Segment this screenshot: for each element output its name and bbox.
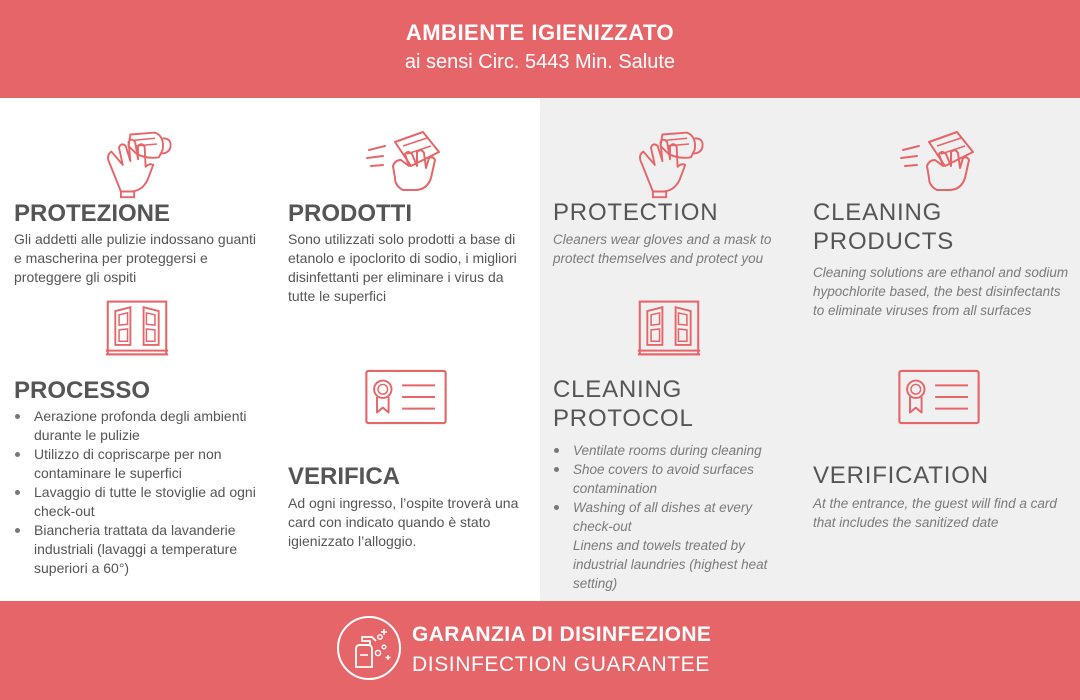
- footer-banner: [0, 601, 1080, 700]
- gloves-mask-icon: [632, 124, 708, 202]
- processo-title: PROCESSO: [14, 377, 151, 404]
- footer-title: GARANZIA DI DISINFEZIONE: [412, 623, 712, 646]
- list-item: [553, 460, 803, 498]
- cleaning-protocol-list: [553, 441, 803, 593]
- protection-line: Cleaners wear gloves and a mask to: [553, 232, 772, 247]
- title-line: PROTOCOL: [553, 405, 694, 432]
- list-item-line: contamination: [573, 481, 658, 496]
- list-item-line: Aerazione profonda degli ambienti: [34, 408, 247, 424]
- cleaning-protocol-title: [553, 375, 694, 433]
- protection-text: [553, 230, 771, 268]
- protezione-line: e mascherina per proteggersi e: [14, 250, 208, 266]
- list-item-line: industriali (lavaggi a temperature: [34, 541, 238, 557]
- window-icon: [636, 296, 702, 360]
- window-icon: [104, 296, 170, 360]
- title-line: CLEANING: [813, 199, 943, 226]
- verifica-line: Ad ogni ingresso, l’ospite troverà una: [288, 495, 519, 511]
- list-item: [14, 407, 264, 445]
- prodotti-title: PRODOTTI: [288, 200, 412, 227]
- spray-bottle-badge-icon: [336, 615, 402, 681]
- verification-line: that includes the sanitized date: [813, 515, 999, 530]
- list-item-line: check-out: [34, 503, 95, 519]
- list-item: [553, 441, 803, 460]
- protection-line: protect themselves and protect you: [553, 251, 764, 266]
- header-banner: [0, 0, 1080, 98]
- prodotti-text: [288, 230, 517, 306]
- verification-text: [813, 494, 1057, 532]
- list-item-line: Ventilate rooms during cleaning: [573, 443, 762, 458]
- cleaning-products-line: hypochlorite based, the best disinfectants: [813, 284, 1061, 299]
- list-item-line: Linens and towels treated by: [573, 538, 745, 553]
- verification-title: VERIFICATION: [813, 462, 989, 489]
- list-item-line: contaminare le superfici: [34, 465, 182, 481]
- header-subtitle: ai sensi Circ. 5443 Min. Salute: [404, 51, 676, 73]
- header-title: AMBIENTE IGIENIZZATO: [405, 20, 675, 45]
- cleaning-products-line: Cleaning solutions are ethanol and sodium: [813, 265, 1069, 280]
- list-item-line: setting): [573, 576, 618, 591]
- cleaning-products-title: [813, 198, 954, 256]
- protection-title: PROTECTION: [553, 199, 719, 226]
- footer-subtitle: DISINFECTION GUARANTEE: [412, 653, 710, 676]
- verification-line: At the entrance, the guest will find a card: [813, 496, 1057, 511]
- list-item: [14, 521, 264, 578]
- verifica-text: [288, 494, 518, 551]
- protezione-title: PROTEZIONE: [14, 200, 171, 227]
- certificate-card-icon: [363, 368, 449, 426]
- wiping-hand-icon: [364, 126, 444, 192]
- list-item: [14, 483, 264, 521]
- prodotti-line: etanolo e ipoclorito di sodio, i migliori: [288, 250, 517, 266]
- title-line: PRODUCTS: [813, 228, 955, 255]
- prodotti-line: disinfettanti per eliminare i virus da: [288, 269, 504, 285]
- gloves-mask-icon: [100, 124, 176, 202]
- certificate-card-icon: [896, 368, 982, 426]
- list-item: [553, 498, 803, 593]
- processo-list: [14, 407, 264, 578]
- prodotti-line: tutte le superfici: [288, 288, 387, 304]
- list-item-line: Washing of all dishes at every: [573, 500, 753, 515]
- list-item-line: check-out: [573, 519, 632, 534]
- list-item-line: Lavaggio di tutte le stoviglie ad ogni: [34, 484, 256, 500]
- protezione-line: proteggere gli ospiti: [14, 269, 137, 285]
- title-line: CLEANING: [553, 376, 683, 403]
- list-item-line: Biancheria trattata da lavanderie: [34, 522, 236, 538]
- protezione-text: [14, 230, 256, 287]
- verifica-line: card con indicato quando è stato: [288, 514, 491, 530]
- verifica-line: igienizzato l’alloggio.: [288, 533, 417, 549]
- list-item-line: durante le pulizie: [34, 427, 140, 443]
- prodotti-line: Sono utilizzati solo prodotti a base di: [288, 231, 516, 247]
- verifica-title: VERIFICA: [288, 463, 401, 490]
- wiping-hand-icon: [898, 126, 978, 192]
- list-item-line: superiori a 60°): [34, 560, 130, 576]
- list-item-line: Shoe covers to avoid surfaces: [573, 462, 754, 477]
- cleaning-products-text: [813, 263, 1068, 320]
- protezione-line: Gli addetti alle pulizie indossano guanti: [14, 231, 257, 247]
- cleaning-products-line: to eliminate viruses from all surfaces: [813, 303, 1032, 318]
- list-item-line: Utilizzo di copriscarpe per non: [34, 446, 222, 462]
- list-item-line: industrial laundries (highest heat: [573, 557, 768, 572]
- list-item: [14, 445, 264, 483]
